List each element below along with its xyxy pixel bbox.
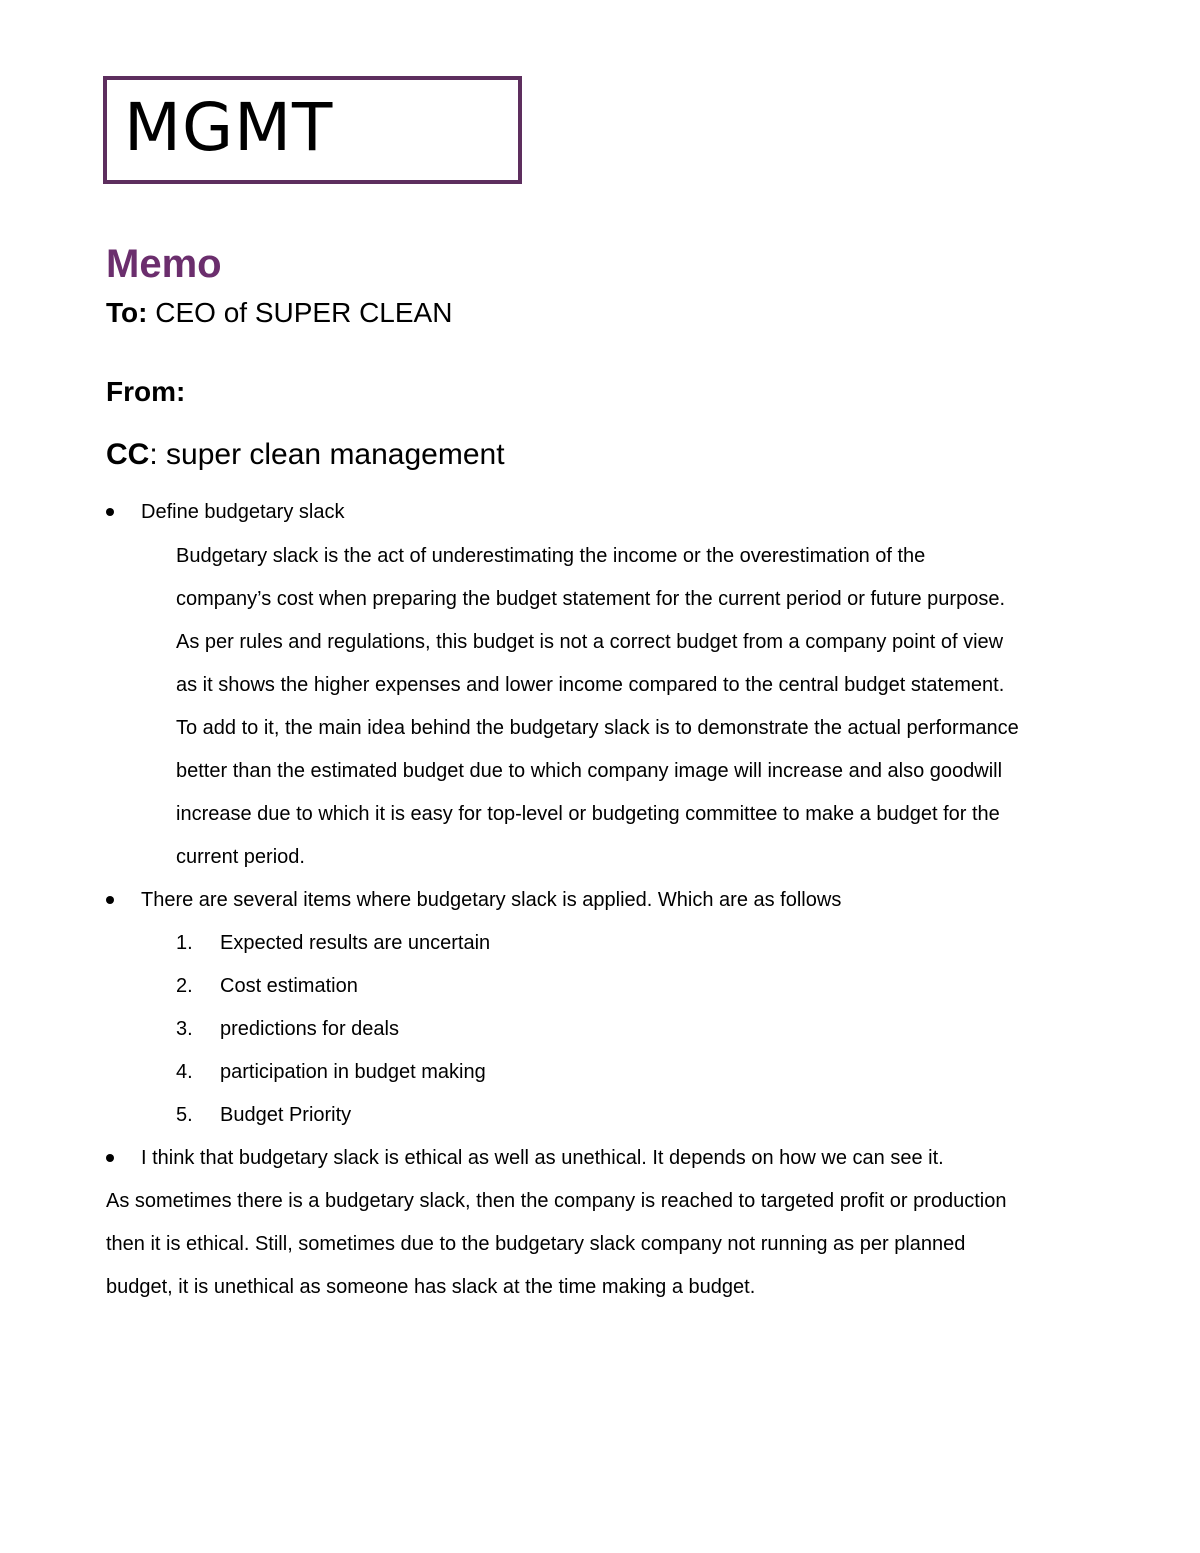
definition-line: increase due to which it is easy for top-level or budgeting committee to make a budget for the (176, 803, 1000, 825)
definition-line: current period. (176, 846, 305, 868)
item-text: Budget Priority (220, 1104, 352, 1126)
bullet-text: There are several items where budgetary slack is applied. Which are as follows (141, 889, 842, 911)
item-number: 1. (176, 932, 193, 954)
closing-line: As sometimes there is a budgetary slack, then the company is reached to targeted profit or production (106, 1190, 1007, 1212)
definition-line: as it shows the higher expenses and lower income compared to the central budget statement. (176, 674, 1005, 696)
to-label: To: (106, 297, 148, 328)
logo-text: MGMT (124, 89, 334, 166)
cc-label: CC (106, 438, 150, 471)
logo-box (103, 76, 522, 184)
definition-line: Budgetary slack is the act of underestimating the income or the overestimation of the (176, 545, 926, 567)
definition-line: To add to it, the main idea behind the budgetary slack is to demonstrate the actual performance (176, 717, 1019, 739)
to-value: CEO of SUPER CLEAN (155, 297, 453, 328)
item-text: Cost estimation (220, 975, 358, 997)
definition-line: company’s cost when preparing the budget statement for the current period or future purpose. (176, 588, 1006, 610)
closing-line: then it is ethical. Still, sometimes due to the budgetary slack company not running as per planned (106, 1233, 966, 1255)
item-text: participation in budget making (220, 1061, 486, 1083)
item-text: predictions for deals (220, 1018, 399, 1040)
cc-line (106, 437, 505, 473)
item-number: 2. (176, 975, 193, 997)
cc-value: : super clean management (149, 438, 505, 471)
bullet-icon (106, 1154, 114, 1162)
definition-line: As per rules and regulations, this budget is not a correct budget from a company point of view (176, 631, 1004, 653)
definition-line: better than the estimated budget due to which company image will increase and also goodwill (176, 760, 1003, 782)
bullet-icon (106, 896, 114, 904)
item-number: 4. (176, 1061, 193, 1083)
from-line (106, 374, 185, 410)
item-number: 3. (176, 1018, 193, 1040)
memo-title: Memo (106, 242, 222, 286)
bullet-text: I think that budgetary slack is ethical as well as unethical. It depends on how we can see it. (141, 1147, 944, 1169)
bullet-text: Define budgetary slack (141, 501, 345, 523)
item-text: Expected results are uncertain (220, 932, 491, 954)
bullet-icon (106, 508, 114, 516)
closing-line: budget, it is unethical as someone has slack at the time making a budget. (106, 1276, 756, 1298)
from-label: From: (106, 376, 186, 407)
to-line (106, 295, 452, 331)
item-number: 5. (176, 1104, 193, 1126)
